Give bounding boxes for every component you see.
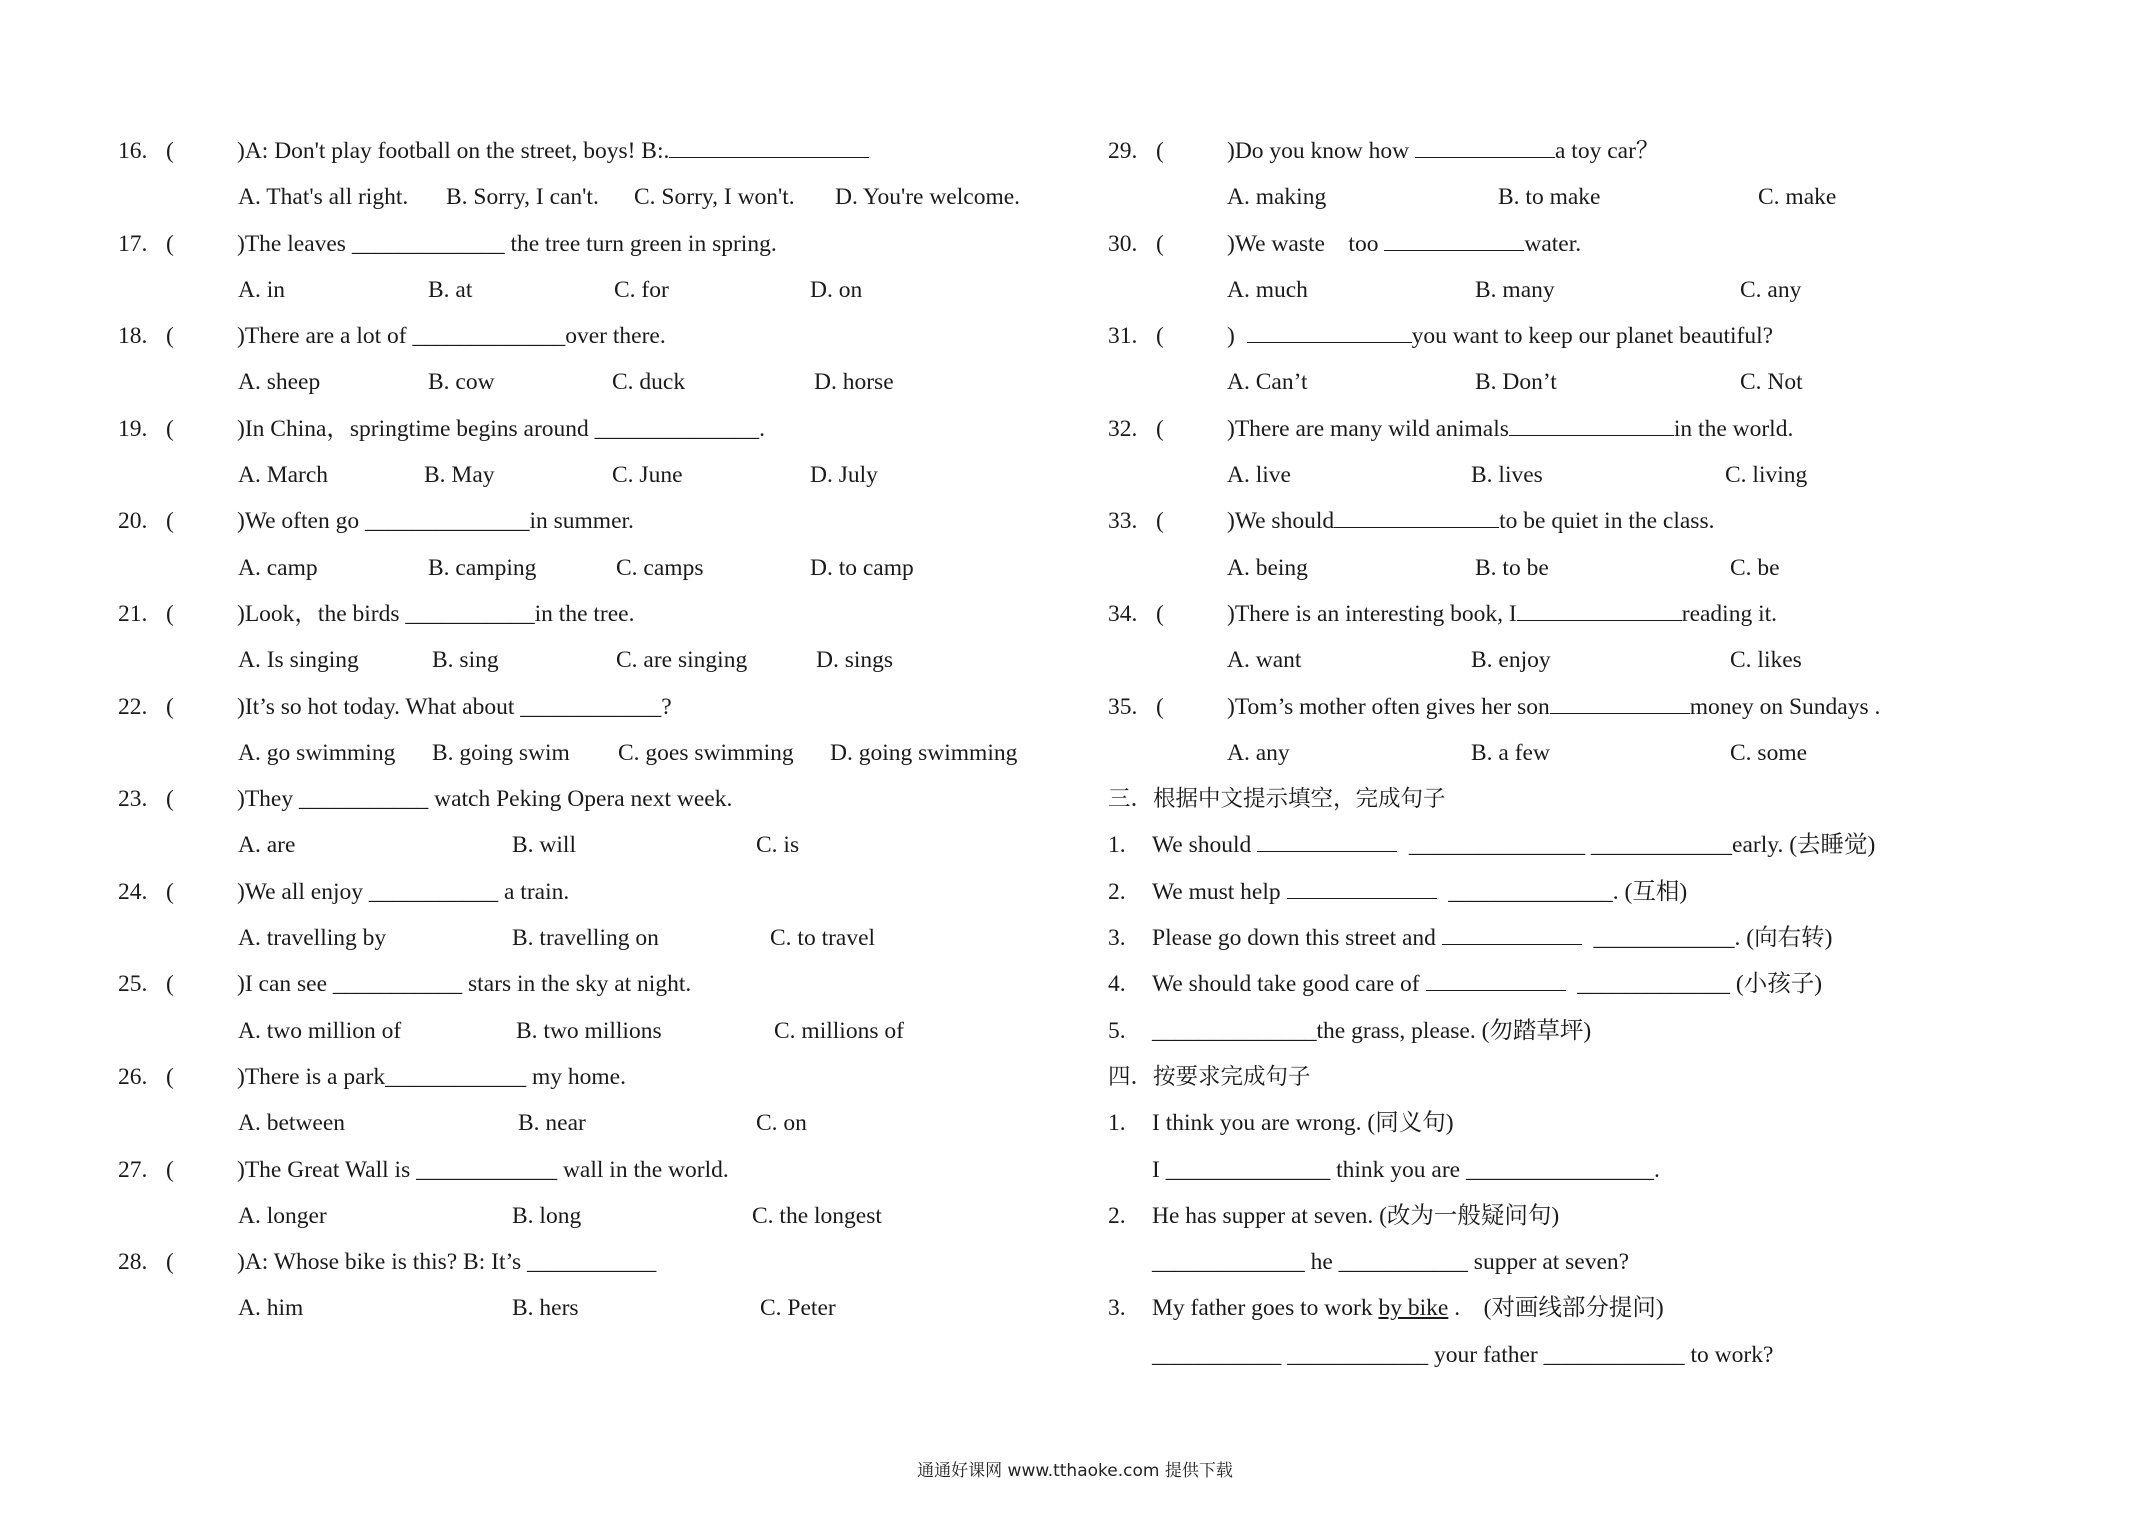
- answer-blank: [1334, 503, 1499, 529]
- question-number: 30.: [1108, 230, 1138, 257]
- options-25: [118, 1008, 1058, 1054]
- question-stem: )I can see ___________ stars in the sky at night.: [237, 971, 692, 998]
- fill-item-4: [1108, 961, 2068, 1007]
- options-23: [118, 822, 1058, 868]
- option-b: B. cow: [428, 369, 495, 396]
- option-a: A. any: [1227, 739, 1290, 766]
- question-32: [1108, 406, 2068, 452]
- item-number: 2.: [1108, 878, 1126, 905]
- option-c: C. Not: [1740, 369, 1803, 396]
- options-20: [118, 545, 1058, 591]
- option-a: A. are: [238, 832, 296, 859]
- question-25: [118, 961, 1058, 1007]
- options-19: [118, 452, 1058, 498]
- option-c: C. be: [1730, 554, 1780, 581]
- question-number: 20.: [118, 508, 148, 535]
- answer-paren: (: [166, 1249, 174, 1276]
- question-number: 34.: [1108, 600, 1138, 627]
- question-stem: )There are a lot of _____________over there.: [237, 323, 666, 350]
- answer-line-1: [1108, 1147, 2068, 1193]
- question-16: [118, 128, 1058, 174]
- question-number: 16.: [118, 138, 148, 164]
- question-stem: )They ___________ watch Peking Opera next week.: [237, 786, 733, 813]
- rewrite-item-2: [1108, 1193, 2068, 1239]
- option-c: C. duck: [612, 369, 686, 396]
- question-19: [118, 406, 1058, 452]
- option-a: A. two million of: [238, 1017, 402, 1044]
- question-number: 23.: [118, 786, 148, 813]
- item-number: 5.: [1108, 1017, 1126, 1044]
- underlined-phrase: by bike: [1378, 1295, 1449, 1322]
- option-d: D. to camp: [810, 554, 914, 581]
- option-c: C. are singing: [616, 647, 748, 674]
- option-b: B. sing: [432, 647, 499, 674]
- answer-blank: [1384, 225, 1524, 251]
- option-d: D. July: [810, 462, 878, 489]
- question-stem: )The Great Wall is ____________ wall in the world.: [237, 1156, 729, 1183]
- option-a: A. Can’t: [1227, 369, 1308, 396]
- options-27: [118, 1193, 1058, 1239]
- fill-item-1: [1108, 822, 2068, 868]
- option-c: C. camps: [616, 554, 704, 581]
- option-c: C. make: [1758, 184, 1837, 211]
- answer-paren: (: [166, 415, 174, 442]
- option-a: A. being: [1227, 554, 1308, 581]
- answer-paren: (: [166, 508, 174, 535]
- options-32: [1108, 452, 2068, 498]
- question-number: 31.: [1108, 323, 1138, 350]
- option-b: B. enjoy: [1471, 647, 1551, 674]
- answer-paren: (: [166, 323, 174, 350]
- options-22: [118, 730, 1058, 776]
- option-b: B. to be: [1475, 554, 1549, 581]
- options-18: [118, 359, 1058, 405]
- question-stem: )We all enjoy ___________ a train.: [237, 878, 570, 905]
- option-b: B. a few: [1471, 739, 1550, 766]
- option-b: B. near: [518, 1110, 586, 1137]
- footer-text: 通通好课网 www.tthaoke.com 提供下载: [917, 1461, 1233, 1481]
- section-3-title: 三．根据中文提示填空，完成句子: [1108, 786, 1446, 813]
- question-stem: )Look，the birds ___________in the tree.: [237, 600, 635, 627]
- option-b: B. two millions: [516, 1017, 662, 1044]
- options-16: [118, 174, 1058, 220]
- options-17: [118, 267, 1058, 313]
- option-c: C. June: [612, 462, 683, 489]
- answer-blank: [1550, 688, 1690, 714]
- answer-paren: (: [166, 1156, 174, 1183]
- question-35: [1108, 684, 2068, 730]
- answer-paren: (: [166, 693, 174, 720]
- option-c: C. millions of: [774, 1017, 904, 1044]
- option-a: A. longer: [238, 1202, 327, 1229]
- question-number: 18.: [118, 323, 148, 350]
- question-stem: )A: Don't play football on the street, boys! B:.: [237, 128, 869, 174]
- item-number: 4.: [1108, 971, 1126, 998]
- rewrite-item-1: [1108, 1100, 2068, 1146]
- option-b: B. camping: [428, 554, 537, 581]
- option-d: D. You're welcome.: [835, 184, 1021, 211]
- option-b: B. at: [428, 276, 473, 303]
- answer-blank: [1517, 595, 1682, 621]
- option-d: D. going swimming: [830, 739, 1018, 766]
- item-number: 1.: [1108, 1110, 1126, 1137]
- option-b: B. May: [424, 462, 495, 489]
- question-stem: )There are many wild animals in the world.: [1227, 406, 1793, 452]
- answer-paren: (: [1156, 323, 1164, 350]
- answer-paren: (: [166, 878, 174, 905]
- question-24: [118, 869, 1058, 915]
- options-26: [118, 1100, 1058, 1146]
- question-stem: )It’s so hot today. What about ____________?: [237, 693, 672, 720]
- fill-item-2: [1108, 869, 2068, 915]
- answer-paren: (: [166, 230, 174, 257]
- option-c: C. the longest: [752, 1202, 882, 1229]
- option-b: B. Don’t: [1475, 369, 1557, 396]
- answer-paren: (: [166, 600, 174, 627]
- option-c: C. is: [756, 832, 800, 859]
- option-b: B. hers: [512, 1295, 579, 1322]
- item-text: Please go down this street and ____________. (向右转): [1152, 915, 1832, 961]
- question-31: [1108, 313, 2068, 359]
- answer-paren: (: [1156, 415, 1164, 442]
- option-c: C. living: [1725, 462, 1808, 489]
- answer-paren: (: [166, 138, 174, 164]
- fill-item-3: [1108, 915, 2068, 961]
- option-a: A. much: [1227, 276, 1308, 303]
- question-33: [1108, 498, 2068, 544]
- question-28: [118, 1239, 1058, 1285]
- fill-item-5: [1108, 1008, 2068, 1054]
- options-31: [1108, 359, 2068, 405]
- option-b: B. many: [1475, 276, 1555, 303]
- answer-paren: (: [1156, 230, 1164, 257]
- question-number: 27.: [118, 1156, 148, 1183]
- options-28: [118, 1285, 1058, 1331]
- option-b: B. going swim: [432, 739, 570, 766]
- answer-blank: [1247, 318, 1412, 344]
- question-29: [1108, 128, 2068, 174]
- question-18: [118, 313, 1058, 359]
- option-d: D. horse: [814, 369, 894, 396]
- right-column: [1108, 128, 2068, 1378]
- option-c: C. any: [1740, 276, 1802, 303]
- options-21: [118, 637, 1058, 683]
- question-23: [118, 776, 1058, 822]
- question-number: 24.: [118, 878, 148, 905]
- option-a: A. sheep: [238, 369, 321, 396]
- answer-blank: [1442, 919, 1582, 945]
- answer-blank: [1415, 132, 1555, 158]
- question-stem: )Do you know how a toy car？: [1227, 128, 1659, 174]
- option-b: B. Sorry, I can't.: [446, 184, 599, 211]
- question-34: [1108, 591, 2068, 637]
- option-a: A. live: [1227, 462, 1291, 489]
- question-number: 32.: [1108, 415, 1138, 442]
- answer-paren: (: [166, 971, 174, 998]
- question-number: 22.: [118, 693, 148, 720]
- option-a: A. making: [1227, 184, 1327, 211]
- option-a: A. want: [1227, 647, 1302, 674]
- answer-template: I ______________ think you are ________________.: [1152, 1156, 1660, 1183]
- question-stem: )A: Whose bike is this? B: It’s ___________: [237, 1249, 657, 1276]
- option-c: C. for: [614, 276, 669, 303]
- left-column: [118, 128, 1058, 1332]
- question-22: [118, 684, 1058, 730]
- answer-paren: (: [1156, 693, 1164, 720]
- question-number: 21.: [118, 600, 148, 627]
- question-20: [118, 498, 1058, 544]
- question-number: 29.: [1108, 138, 1138, 164]
- question-21: [118, 591, 1058, 637]
- question-30: [1108, 221, 2068, 267]
- option-a: A. Is singing: [238, 647, 359, 674]
- question-stem: )There is a park____________ my home.: [237, 1063, 626, 1090]
- answer-blank: [1287, 873, 1437, 899]
- item-prompt: I think you are wrong. (同义句): [1152, 1110, 1454, 1137]
- options-34: [1108, 637, 2068, 683]
- answer-blank: [1509, 410, 1674, 436]
- option-c: C. likes: [1730, 647, 1802, 674]
- option-b: B. to make: [1498, 184, 1601, 211]
- option-c: C. some: [1730, 739, 1808, 766]
- option-a: A. in: [238, 276, 285, 303]
- question-number: 28.: [118, 1249, 148, 1276]
- option-a: A. go swimming: [238, 739, 396, 766]
- question-stem: )We waste too water.: [1227, 221, 1581, 267]
- option-a: A. him: [238, 1295, 304, 1322]
- question-stem: ) you want to keep our planet beautiful?: [1227, 313, 1773, 359]
- item-text: We should _______________ ____________early. (去睡觉): [1152, 822, 1875, 868]
- options-33: [1108, 545, 2068, 591]
- option-b: B. travelling on: [512, 925, 659, 952]
- option-a: A. travelling by: [238, 925, 387, 952]
- option-a: A. between: [238, 1110, 346, 1137]
- answer-paren: (: [166, 786, 174, 813]
- question-stem: )Tom’s mother often gives her son money on Sundays .: [1227, 684, 1880, 730]
- question-number: 35.: [1108, 693, 1138, 720]
- option-c: C. Peter: [760, 1295, 836, 1322]
- options-29: [1108, 174, 2068, 220]
- item-prompt: My father goes to work by bike . (对画线部分提问): [1152, 1295, 1664, 1322]
- answer-template: _____________ he ___________ supper at seven?: [1152, 1249, 1630, 1276]
- item-number: 3.: [1108, 925, 1126, 952]
- question-26: [118, 1054, 1058, 1100]
- answer-line-2: [1108, 1239, 2068, 1285]
- question-number: 17.: [118, 230, 148, 257]
- option-d: D. on: [810, 276, 863, 303]
- question-stem: )There is an interesting book, I reading it.: [1227, 591, 1777, 637]
- options-35: [1108, 730, 2068, 776]
- section-4-title: 四．按要求完成句子: [1108, 1063, 1311, 1090]
- item-number: 3.: [1108, 1295, 1126, 1322]
- option-a: A. camp: [238, 554, 318, 581]
- answer-paren: (: [1156, 138, 1164, 164]
- answer-blank: [1426, 966, 1566, 992]
- question-stem: )We often go ______________in summer.: [237, 508, 634, 535]
- answer-paren: (: [1156, 508, 1164, 535]
- answer-blank: [1257, 827, 1397, 853]
- question-stem: )We should to be quiet in the class.: [1227, 498, 1714, 544]
- options-24: [118, 915, 1058, 961]
- item-text: ______________the grass, please. (勿踏草坪): [1152, 1017, 1592, 1044]
- question-stem: )In China，springtime begins around ______________.: [237, 415, 766, 442]
- rewrite-item-3: [1108, 1285, 2068, 1331]
- item-text: We must help ______________. (互相): [1152, 869, 1687, 915]
- question-number: 33.: [1108, 508, 1138, 535]
- answer-blank: [669, 132, 869, 158]
- item-prompt: He has supper at seven. (改为一般疑问句): [1152, 1202, 1560, 1229]
- option-c: C. Sorry, I won't.: [634, 184, 795, 211]
- answer-paren: (: [166, 1063, 174, 1090]
- question-number: 19.: [118, 415, 148, 442]
- option-b: B. lives: [1471, 462, 1543, 489]
- item-number: 1.: [1108, 832, 1126, 859]
- option-d: D. sings: [816, 647, 894, 674]
- option-c: C. on: [756, 1110, 807, 1137]
- option-a: A. March: [238, 462, 329, 489]
- option-b: B. will: [512, 832, 576, 859]
- item-number: 2.: [1108, 1202, 1126, 1229]
- option-a: A. That's all right.: [238, 184, 409, 211]
- answer-template: ___________ ____________ your father ____________ to work?: [1152, 1341, 1774, 1368]
- answer-paren: (: [1156, 600, 1164, 627]
- question-stem: )The leaves _____________ the tree turn green in spring.: [237, 230, 777, 257]
- option-b: B. long: [512, 1202, 582, 1229]
- options-30: [1108, 267, 2068, 313]
- question-number: 25.: [118, 971, 148, 998]
- item-text: We should take good care of _____________ (小孩子): [1152, 961, 1822, 1007]
- option-c: C. to travel: [770, 925, 876, 952]
- question-number: 26.: [118, 1063, 148, 1090]
- answer-line-3: [1108, 1332, 2068, 1378]
- question-17: [118, 221, 1058, 267]
- question-27: [118, 1147, 1058, 1193]
- option-c: C. goes swimming: [618, 739, 794, 766]
